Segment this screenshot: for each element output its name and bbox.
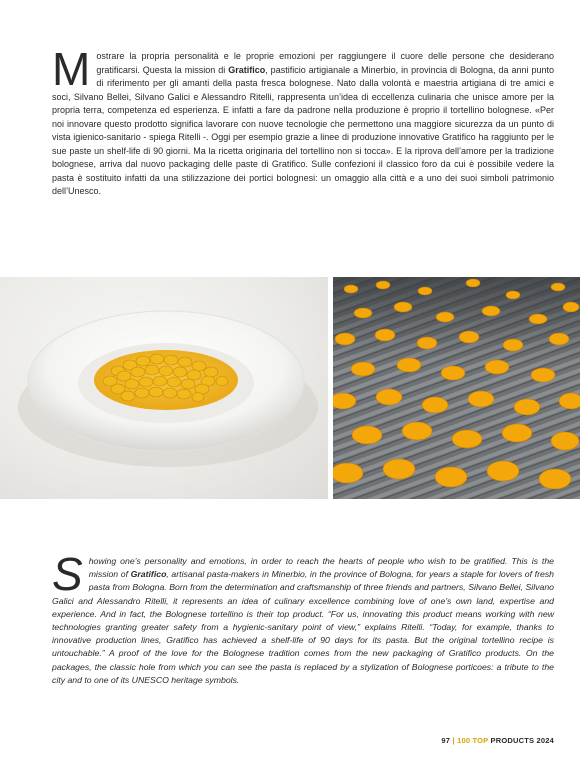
italian-brand-name: Gratifico (228, 64, 266, 75)
page-footer (441, 736, 554, 745)
page-number: 97 (441, 736, 451, 745)
italian-text-part1: ostrare la propria personalità e le proprie emozioni per raggiungere il cuore delle persone che desiderano gratificarsi. Questa la mission di (96, 51, 554, 75)
tortellini-plate-illustration (0, 277, 328, 499)
english-text-part1: howing one’s personality and emotions, in order to reach the hearts of people who wish to be gratified. This is the mission of (88, 556, 554, 580)
footer-separator: | (452, 736, 455, 745)
conveyor-tortellini-illustration (333, 277, 580, 499)
english-text-part2: , artisanal pasta-makers in Minerbio, in the province of Bologna, for years a staple for lovers of fresh pasta from Bologna. Born from the determination and craftsmanship of three friends and partners, Silvano Bellei, Silvano Galici and Alessandro Ritelli, it represents an idea of culinary excellence combining love of one’s own land, expertise and experience. And in fact, the Bolognese tortellino is their top product. “For us, innovating this product means working with new technologies granting greater safety from a hygienic-sanitary point of view,” explains Ritelli. “Today, for example, thanks to innovative production lines, Gratifico has achieved a shelf-life of 90 days for its pasta. But the original tortellino recipe is untouchable.” A proof of the love for the Bolognese tradition comes from the new packaging of Gratifico products. On the packages, the classic hole from which you can see the pasta is replaced by a stylization of Bolognese porticoes: a tribute to the city and to one of its UNESCO heritage symbols. (52, 569, 554, 685)
photo-row (0, 277, 580, 499)
english-article-text (52, 548, 554, 687)
english-brand-name: Gratifico (130, 569, 167, 580)
italian-text-part2: , pastificio artigianale a Minerbio, in provincia di Bologna, da anni punto di riferimento per gli amanti della pasta fresca bolognese. Nato dalla volontà e maestria artigiana di tre amici e soci, Silvano Bellei, Silvano Galici e Alessandro Ritelli, rappresenta un’idea di eccellenza culinaria che unisce amore per la propria terra, competenza ed esperienza. E infatti a fare da padrone nella produzione è proprio il tortellino bolognese. «Per noi innovare questo prodotto significa lavorare con nuove tecnologie che permettono una maggiore sicurezza da un punto di vista igienico-sanitario - spiega Ritelli -. Oggi per esempio grazie a linee di produzione innovative Gratifico ha raggiunto per le sue paste un shelf-life di 90 giorni. Ma la ricetta originaria del tortellino non si tocca». E la riprova dell’amore per la tradizione bolognese, arriva dal nuovo packaging delle paste di Gratifico. Sulle confezioni il classico foro da cui è possibile vedere la pasta è sostituito infatti da una stilizzazione dei portici bolognesi: un omaggio alla città e a uno dei suoi simboli patrimonio dell’Unesco. (52, 64, 554, 196)
english-drop-cap: S (52, 548, 83, 600)
footer-brand-top: 100 TOP (457, 736, 489, 745)
italian-article-text (52, 43, 554, 199)
tortellini-plate-photo (0, 277, 328, 499)
italian-drop-cap: M (52, 43, 91, 95)
footer-brand-rest: PRODUCTS 2024 (490, 736, 554, 745)
production-line-photo (333, 277, 580, 499)
